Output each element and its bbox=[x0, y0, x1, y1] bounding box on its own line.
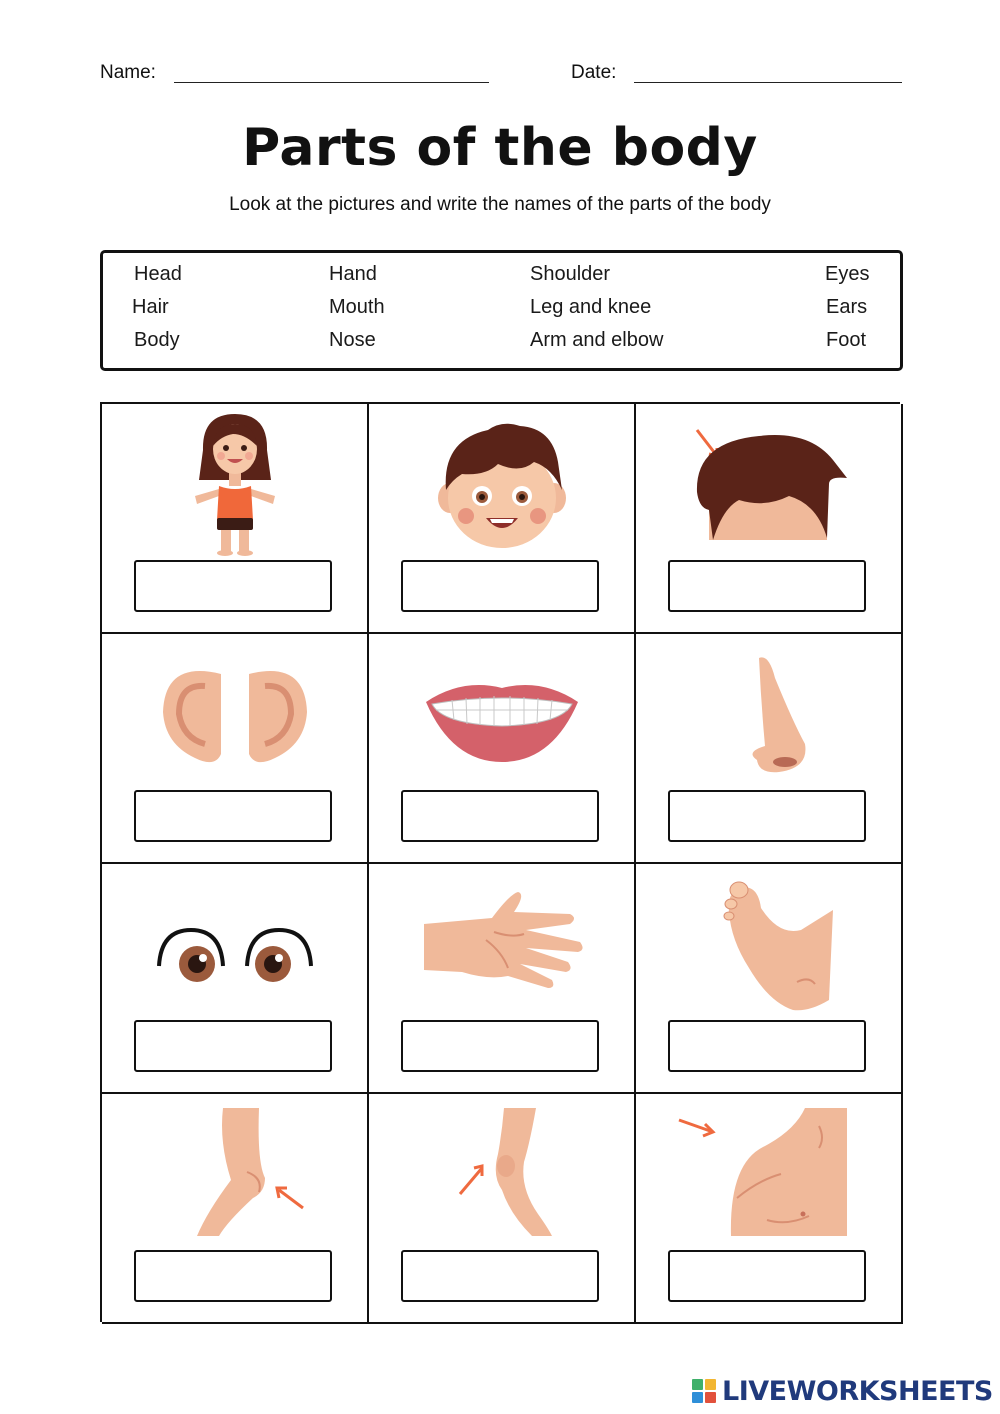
date-label: Date: bbox=[571, 62, 617, 83]
name-label: Name: bbox=[100, 62, 156, 83]
word-ears: Ears bbox=[826, 296, 868, 318]
brand-text: LIVEWORKSHEETS bbox=[722, 1375, 993, 1407]
foot-icon bbox=[669, 872, 869, 1017]
instruction-text: Look at the pictures and write the names of the parts of the body bbox=[229, 194, 771, 215]
date-line[interactable] bbox=[634, 82, 902, 83]
word-foot: Foot bbox=[826, 329, 867, 351]
page-title: Parts of the body bbox=[242, 118, 758, 178]
word-nose: Nose bbox=[329, 329, 376, 351]
word-eyes: Eyes bbox=[825, 263, 870, 285]
boy-head-icon bbox=[402, 412, 602, 557]
word-hair: Hair bbox=[132, 296, 169, 318]
word-body: Body bbox=[134, 329, 180, 351]
cell-ears bbox=[102, 634, 369, 864]
word-shoulder: Shoulder bbox=[530, 263, 611, 285]
cell-hair bbox=[636, 404, 903, 634]
answer-input-6[interactable] bbox=[668, 790, 866, 842]
answer-input-7[interactable] bbox=[134, 1020, 332, 1072]
word-leg-and-knee: Leg and knee bbox=[530, 296, 652, 318]
cell-foot bbox=[636, 864, 903, 1094]
arm-elbow-icon bbox=[135, 1102, 335, 1247]
answer-input-11[interactable] bbox=[401, 1250, 599, 1302]
blocks-icon bbox=[692, 1379, 716, 1403]
answer-input-4[interactable] bbox=[134, 790, 332, 842]
cell-hand bbox=[369, 864, 636, 1094]
liveworksheets-logo bbox=[692, 1374, 993, 1408]
eyes-icon bbox=[135, 872, 335, 1017]
cell-leg-knee bbox=[369, 1094, 636, 1324]
shoulder-icon bbox=[669, 1102, 869, 1247]
girl-body-icon bbox=[135, 412, 335, 557]
cell-shoulder bbox=[636, 1094, 903, 1324]
word-mouth: Mouth bbox=[329, 296, 385, 318]
ears-icon bbox=[135, 642, 335, 787]
answer-input-5[interactable] bbox=[401, 790, 599, 842]
answer-input-3[interactable] bbox=[668, 560, 866, 612]
word-head: Head bbox=[134, 263, 182, 285]
cell-mouth bbox=[369, 634, 636, 864]
hair-icon bbox=[669, 412, 869, 557]
leg-knee-icon bbox=[402, 1102, 602, 1247]
word-bank bbox=[100, 250, 903, 371]
hand-icon bbox=[402, 872, 602, 1017]
answer-input-2[interactable] bbox=[401, 560, 599, 612]
cell-head bbox=[369, 404, 636, 634]
answer-input-12[interactable] bbox=[668, 1250, 866, 1302]
nose-icon bbox=[669, 642, 869, 787]
picture-grid bbox=[100, 402, 900, 1322]
name-line[interactable] bbox=[174, 82, 489, 83]
answer-input-9[interactable] bbox=[668, 1020, 866, 1072]
cell-eyes bbox=[102, 864, 369, 1094]
cell-arm-elbow bbox=[102, 1094, 369, 1324]
answer-input-1[interactable] bbox=[134, 560, 332, 612]
word-arm-and-elbow: Arm and elbow bbox=[530, 329, 664, 351]
mouth-icon bbox=[402, 642, 602, 787]
word-hand: Hand bbox=[329, 263, 377, 285]
cell-body bbox=[102, 404, 369, 634]
cell-nose bbox=[636, 634, 903, 864]
answer-input-8[interactable] bbox=[401, 1020, 599, 1072]
answer-input-10[interactable] bbox=[134, 1250, 332, 1302]
